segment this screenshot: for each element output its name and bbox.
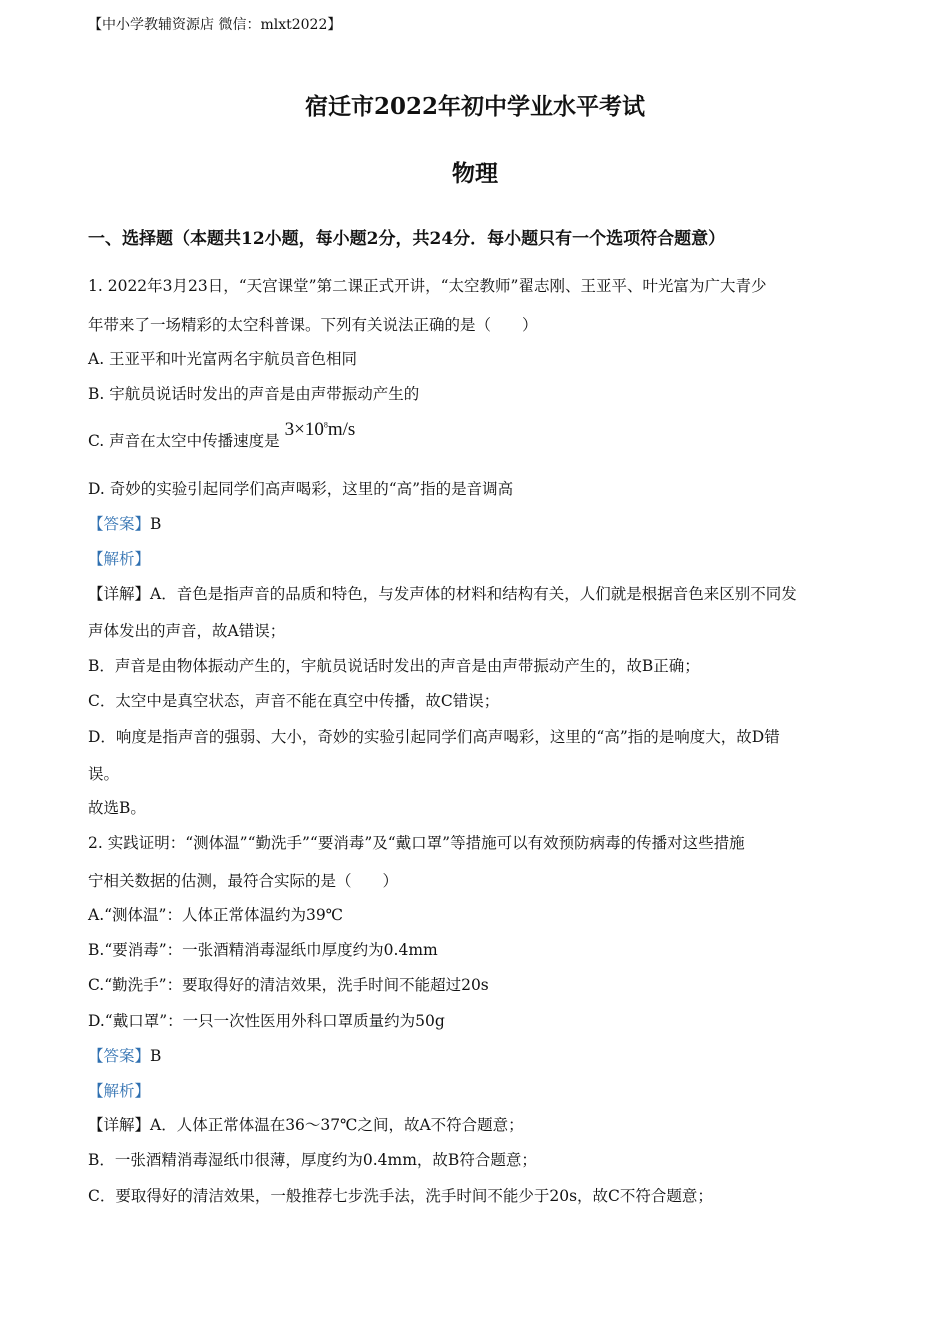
q2-stem-line1: 2. 实践证明：“测体温”“勤洗手”“要消毒”及“戴口罩”等措施可以有效预防病毒的传播对这些措施	[88, 834, 745, 852]
q1-detail-line5: D．响度是指声音的强弱、大小，奇妙的实验引起同学们高声喝彩，这里的“高”指的是响度大，故D错	[88, 728, 780, 746]
q1-answer-value: B	[150, 515, 162, 533]
header-note: 【中小学教辅资源店 微信：mlxt2022】	[88, 17, 342, 33]
q1-detail-line4: C．太空中是真空状态，声音不能在真空中传播，故C错误；	[88, 692, 500, 710]
q1-option-b: B. 宇航员说话时发出的声音是由声带振动产生的	[88, 385, 420, 403]
section-heading: 一、选择题（本题共12小题，每小题2分，共24分．每小题只有一个选项符合题意）	[88, 229, 726, 249]
answer-label: 【答案】	[88, 515, 151, 533]
q1-analysis-label: 【解析】	[88, 550, 151, 568]
q1-stem-line2: 年带来了一场精彩的太空科普课。下列有关说法正确的是（ ）	[88, 316, 538, 334]
q1-conclusion: 故选B。	[88, 799, 146, 817]
q1-option-c-base: 3×10	[284, 419, 324, 440]
q2-option-d: D.“戴口罩”：一只一次性医用外科口罩质量约为50g	[88, 1012, 445, 1030]
q1-option-c-exponent: 8	[323, 420, 328, 430]
q1-answer	[88, 512, 161, 534]
exam-title: 宿迁市2022年初中学业水平考试	[304, 93, 645, 120]
q2-analysis-label: 【解析】	[88, 1082, 151, 1100]
q2-option-b: B.“要消毒”：一张酒精消毒湿纸巾厚度约为0.4mm	[88, 941, 438, 959]
q2-answer	[88, 1044, 161, 1066]
subject-title: 物理	[452, 160, 498, 187]
q1-option-d: D. 奇妙的实验引起同学们高声喝彩，这里的“高”指的是音调高	[88, 480, 514, 498]
q2-option-c: C.“勤洗手”：要取得好的清洁效果，洗手时间不能超过20s	[88, 976, 489, 994]
q2-answer-value: B	[150, 1047, 162, 1065]
q1-detail-line2: 声体发出的声音，故A错误；	[88, 622, 286, 640]
answer-label: 【答案】	[88, 1047, 151, 1065]
q2-detail-line2: B．一张酒精消毒湿纸巾很薄，厚度约为0.4mm，故B符合题意；	[88, 1151, 537, 1169]
q1-option-c	[88, 418, 356, 450]
q2-option-a: A.“测体温”：人体正常体温约为39℃	[88, 906, 344, 924]
q1-option-c-unit: m/s	[327, 419, 356, 440]
q1-detail-line6: 误。	[88, 765, 120, 783]
q1-detail-line3: B．声音是由物体振动产生的，宇航员说话时发出的声音是由声带振动产生的，故B正确；	[88, 657, 700, 675]
q1-option-a: A. 王亚平和叶光富两名宇航员音色相同	[88, 350, 358, 368]
q1-detail-line1: 【详解】A．音色是指声音的品质和特色，与发声体的材料和结构有关，人们就是根据音色来区别不同发	[88, 585, 797, 603]
q1-option-c-formula	[285, 419, 356, 440]
q2-detail-line3: C．要取得好的清洁效果，一般推荐七步洗手法，洗手时间不能少于20s，故C不符合题意；	[88, 1187, 713, 1205]
q1-option-c-text: C. 声音在太空中传播速度是	[88, 432, 280, 450]
q2-stem-line2: 宁相关数据的估测，最符合实际的是（ ）	[88, 872, 399, 890]
q1-stem-line1: 1. 2022年3月23日，“天宫课堂”第二课正式开讲，“太空教师”翟志刚、王亚平、叶光富为广大青少	[88, 277, 767, 295]
q2-detail-line1: 【详解】A．人体正常体温在36～37℃之间，故A不符合题意；	[88, 1116, 524, 1134]
